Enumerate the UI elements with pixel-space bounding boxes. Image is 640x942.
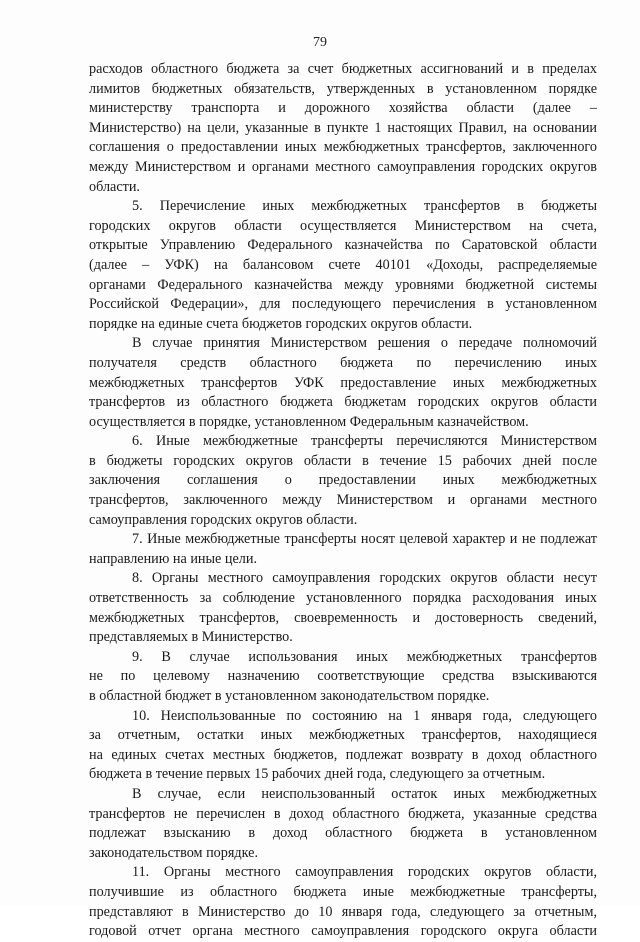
text-line: осуществляется в порядке, установленном Федеральным казначейством. — [89, 413, 529, 430]
text-line: не по целевому назначению соответствующие средства взыскиваются — [89, 668, 597, 685]
text-line: подлежат взысканию в доход областного бюджета в установленном — [89, 825, 597, 842]
text-line: направлению на иные цели. — [89, 550, 258, 567]
text-line: органами Федерального казначейства между уровнями бюджетной системы — [89, 276, 597, 293]
document-body — [89, 60, 597, 942]
text-line: межбюджетных трансфертов УФК предоставление иных межбюджетных — [89, 374, 597, 391]
text-line: области. — [89, 178, 140, 195]
text-line: получившие из областного бюджета иные межбюджетные трансферты, — [89, 883, 597, 900]
text-line: на единых счетах местных бюджетов, подлежат возврату в доход областного — [89, 746, 597, 763]
text-line: межбюджетных трансфертов, своевременность и достоверность сведений, — [89, 609, 597, 626]
text-line: соглашения о предоставлении иных межбюджетных трансфертов, заключенного — [89, 139, 597, 156]
page-number: 79 — [313, 35, 327, 50]
text-line: между Министерством и органами местного самоуправления городских округов — [89, 158, 597, 175]
text-line: заключения соглашения о предоставлении иных межбюджетных — [89, 472, 597, 489]
text-line: годовой отчет органа местного самоуправления городского округа области — [89, 923, 597, 940]
text-line: В случае, если неиспользованный остаток иных межбюджетных — [132, 785, 597, 802]
text-line: 7. Иные межбюджетные трансферты носят целевой характер и не подлежат — [132, 531, 597, 548]
text-line: 9. В случае использования иных межбюджетных трансфертов — [132, 648, 597, 665]
text-line: открытые Управлению Федерального казначейства по Саратовской области — [89, 237, 597, 254]
text-line: лимитов бюджетных обязательств, утвержденных в установленном порядке — [89, 80, 597, 97]
text-line: в областной бюджет в установленном законодательством порядке. — [89, 688, 490, 704]
text-line: Российской Федерации», для последующего перечисления в установленном — [89, 296, 597, 313]
text-line: трансфертов, заключенного между Министерством и органами местного — [89, 492, 597, 509]
text-line: порядке на единые счета бюджетов городских округов области. — [89, 315, 473, 332]
text-line: В случае принятия Министерством решения о передаче полномочий — [132, 335, 597, 352]
text-line: Министерство) на цели, указанные в пункте 1 настоящих Правил, на основании — [89, 119, 597, 136]
text-line: получателя средств областного бюджета по перечислению иных — [89, 354, 597, 371]
text-line: 5. Перечисление иных межбюджетных трансфертов в бюджеты — [132, 198, 597, 215]
text-line: представляют в Министерство до 10 января года, следующего за отчетным, — [89, 903, 597, 920]
text-line: 11. Органы местного самоуправления городских округов области, — [132, 864, 597, 881]
text-line: трансфертов не перечислен в доход областного бюджета, указанные средства — [89, 805, 597, 822]
text-line: за отчетным, остатки иных межбюджетных трансфертов, находящиеся — [89, 727, 597, 744]
text-line: бюджета в течение первых 15 рабочих дней года, следующего за отчетным. — [89, 766, 546, 783]
text-line: (далее – УФК) на балансовом счете 40101 «Доходы, распределяемые — [89, 256, 597, 273]
text-line: расходов областного бюджета за счет бюджетных ассигнований и в пределах — [89, 61, 597, 77]
text-line: представляемых в Министерство. — [89, 629, 293, 646]
text-line: законодательством порядке. — [89, 844, 258, 861]
text-line: 10. Неиспользованные по состоянию на 1 января года, следующего — [132, 707, 597, 724]
text-line: самоуправления городских округов области. — [89, 511, 358, 528]
text-line: трансфертов из областного бюджета бюджетам городских округов области — [89, 394, 597, 411]
text-line: 8. Органы местного самоуправления городских округов области несут — [132, 570, 597, 587]
text-line: ответственность за соблюдение установленного порядка расходования иных — [89, 590, 597, 607]
text-line: 6. Иные межбюджетные трансферты перечисляются Министерством — [132, 433, 597, 450]
text-line: городских округов области осуществляется Министерством на счета, — [89, 217, 597, 234]
text-line: министерству транспорта и дорожного хозяйства области (далее – — [89, 100, 597, 117]
text-line: в бюджеты городских округов области в течение 15 рабочих дней после — [89, 452, 597, 469]
